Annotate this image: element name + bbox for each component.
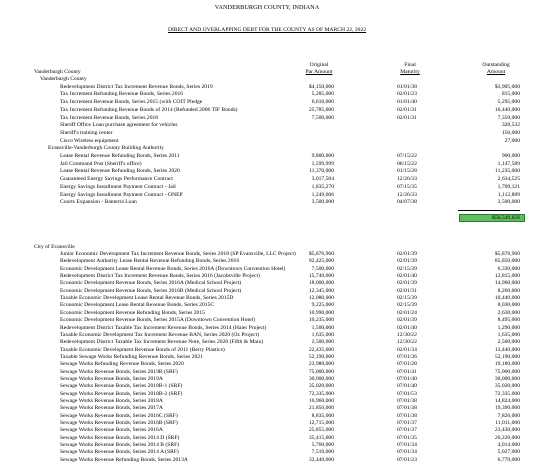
- row-outstanding-amount: 1,147,589: [497, 160, 520, 167]
- row-final-maturity: 01/15/28: [397, 168, 417, 175]
- row-description: Economic Development Revenue Bonds, Series 2015A (Downtown Convention Hotel): [60, 317, 255, 324]
- row-final-maturity: 07/01/36: [397, 353, 417, 360]
- row-final-maturity: 02/01/40: [397, 324, 417, 331]
- row-description: Economic Development Lease Rental Revenue Bonds, Series 2015C: [60, 302, 215, 309]
- row-description: Economic Development Revenue Bonds, Series 2016A (Medical School Project): [60, 280, 242, 287]
- row-description: Sewage Works Revenue Bonds, Series 2018B-1 (SRF): [60, 383, 183, 390]
- row-description: Taxable Economic Development Revenue Bonds of 2011 (Berry Plastics): [60, 346, 225, 353]
- row-description: Taxable Economic Development Tax Increment Revenue BAN, Series 2020 (Oz Project): [60, 331, 260, 338]
- row-description: Taxable Economic Development Lease Rental Revenue Bonds, Series 2015D: [60, 295, 234, 302]
- row-description: Redevelopment District Tax Increment Revenue Bonds, Series 2016 (Jacobsville Project): [60, 273, 260, 280]
- row-original-par: 5,760,000: [311, 442, 334, 449]
- row-final-maturity: 02/15/39: [397, 302, 417, 309]
- document-title: VANDERBURGH COUNTY, INDIANA: [214, 4, 320, 11]
- row-description: Redevelopment District Taxable Tax Increment Revenue Bonds, Series 2014 (Haier Project): [60, 324, 267, 331]
- row-outstanding-amount: 6,330,000: [497, 265, 520, 272]
- row-outstanding-amount: 35,020,000: [494, 383, 520, 390]
- row-final-maturity: 02/01/31: [397, 114, 417, 121]
- col-final-line1: Final: [404, 62, 416, 68]
- row-original-par: 16,960,000: [308, 398, 334, 404]
- row-final-maturity: 07/01/34: [397, 442, 417, 449]
- row-description: Sewage Works Revenue Bonds, Series 2017A: [60, 405, 163, 412]
- row-outstanding-amount: 4,014,000: [497, 442, 520, 449]
- row-description: Economic Development Lease Rental Revenue Bonds, Series 2016A (Downtown Convention Hotel): [60, 265, 286, 272]
- row-description: Sewage Works Revenue Bonds, Series 2016C (SRF): [60, 412, 178, 419]
- row-description: Sewage Works Revenue Refunding Bonds, Series 2013A: [60, 456, 188, 463]
- row-final-maturity: 12/30/22: [397, 331, 417, 338]
- row-outstanding-amount: $3,905,000: [494, 83, 520, 90]
- row-original-par: 92,425,000: [308, 258, 334, 265]
- row-outstanding-amount: 328,532: [501, 122, 520, 129]
- row-outstanding-amount: 30,000,000: [494, 375, 520, 382]
- row-description: Evansville-Vanderburgh County Building Authority: [48, 145, 164, 152]
- row-original-par: 25,855,000: [308, 427, 334, 434]
- row-final-maturity: 12/26/33: [397, 176, 417, 183]
- row-outstanding-amount: 8,260,000: [497, 287, 520, 294]
- row-original-par: 2,500,000: [311, 339, 334, 346]
- row-original-par: 7,510,000: [311, 449, 334, 456]
- row-original-par: 10,235,000: [308, 317, 334, 324]
- row-description: Sewage Works Revenue Bonds, Series 2014 A (SRF): [60, 449, 179, 456]
- row-description: Vanderburgh County: [40, 76, 87, 82]
- row-description: Sewage Works Revenue Bonds, Series 2014 D (SRF): [60, 434, 180, 441]
- row-final-maturity: 02/01/34: [397, 346, 417, 353]
- row-outstanding-amount: 23,430,000: [494, 427, 520, 434]
- row-original-par: 8,835,000: [311, 412, 334, 419]
- row-original-par: $5,876,960: [308, 251, 334, 257]
- row-description: Tax Increment Refunding Revenue Bonds, Series 2016: [60, 91, 184, 98]
- row-original-par: 7,500,000: [311, 114, 334, 121]
- row-description: Sheriff's training center: [60, 129, 113, 136]
- row-outstanding-amount: 11,235,000: [495, 168, 520, 175]
- row-original-par: 12,080,000: [308, 295, 334, 302]
- row-final-maturity: 06/15/22: [397, 160, 417, 167]
- row-description: Sewage Works Revenue Bonds, Series 2019B (SRF): [60, 368, 178, 375]
- row-final-maturity: 12/26/33: [397, 191, 417, 198]
- row-description: Sheriff Office Loan purchase agreement for vehicles: [60, 122, 178, 129]
- row-outstanding-amount: 13,440,000: [494, 346, 520, 353]
- row-description: Sewage Works Refunding Revenue Bonds, Series 2020: [60, 361, 184, 368]
- row-original-par: 1,835,270: [311, 183, 334, 190]
- row-outstanding-amount: 5,027,000: [497, 449, 520, 456]
- row-original-par: 35,415,000: [308, 434, 334, 441]
- row-final-maturity: 04/07/38: [397, 199, 417, 206]
- row-description: Jail Command Post (Sheriff's office): [60, 160, 142, 167]
- row-original-par: 9,225,000: [311, 302, 334, 309]
- row-final-maturity: 07/01/35: [397, 434, 417, 441]
- row-final-maturity: 02/01/39: [397, 258, 417, 265]
- row-description: Cisco Wireless equipment: [60, 137, 119, 144]
- row-description: Sewage Works Revenue Bonds, Series 2018B-2 (SRF): [60, 390, 183, 397]
- row-final-maturity: 02/01/39: [397, 280, 417, 287]
- row-original-par: 22,435,000: [308, 346, 334, 353]
- row-original-par: 10,990,000: [308, 309, 334, 316]
- row-outstanding-amount: 72,335,000: [494, 390, 520, 397]
- row-outstanding-amount: 2,630,000: [497, 309, 520, 316]
- total-rule: [458, 210, 520, 211]
- row-description: Sewage Works Revenue Bonds, Series 2016A: [60, 427, 163, 434]
- row-final-maturity: 07/01/28: [397, 361, 417, 368]
- row-outstanding-amount: 16,440,000: [494, 106, 520, 113]
- row-outstanding-amount: $5,876,960: [494, 251, 520, 257]
- row-original-par: 25,785,000: [308, 106, 334, 113]
- row-outstanding-amount: 1,709,121: [497, 183, 520, 190]
- row-description: Sewage Works Revenue Bonds, Series 2019A: [60, 375, 163, 382]
- row-outstanding-amount: 27,000: [504, 137, 520, 144]
- row-final-maturity: 02/01/23: [397, 91, 417, 98]
- row-outstanding-amount: 52,190,000: [494, 353, 520, 360]
- row-outstanding-amount: 14,960,000: [494, 280, 520, 287]
- table-row: [0, 198, 534, 206]
- row-final-maturity: 07/01/41: [397, 368, 417, 375]
- row-outstanding-amount: 8,030,000: [497, 302, 520, 309]
- row-description: Guaranteed Energy Savings Performance Contract: [60, 176, 173, 183]
- row-outstanding-amount: 8,495,000: [497, 317, 520, 324]
- row-final-maturity: 02/01/24: [397, 309, 417, 316]
- col-outstanding-line1: Outstanding: [482, 62, 510, 68]
- row-original-par: 1,635,000: [311, 331, 334, 338]
- row-original-par: 5,285,000: [311, 91, 334, 98]
- row-description: Redevelopment District Tax Increment Revenue Bonds, Series 2019: [60, 83, 213, 90]
- row-original-par: 7,500,000: [311, 265, 334, 272]
- row-original-par: 11,370,000: [309, 168, 334, 175]
- row-description: Economic Development Revenue Bonds, Series 2016B (Medical School Project): [60, 287, 242, 294]
- row-original-par: 12,715,000: [308, 420, 334, 427]
- row-final-maturity: 07/01/40: [397, 383, 417, 390]
- row-outstanding-amount: 7,350,000: [497, 114, 520, 121]
- table-row: [0, 456, 534, 464]
- row-final-maturity: 02/15/39: [397, 295, 417, 302]
- row-original-par: 75,000,000: [308, 368, 334, 375]
- row-final-maturity: 02/01/31: [397, 287, 417, 294]
- row-original-par: 23,980,000: [308, 361, 334, 368]
- row-original-par: $4,150,000: [308, 83, 334, 90]
- row-outstanding-amount: 2,634,525: [497, 176, 520, 183]
- city-heading: City of Evansville: [34, 244, 75, 250]
- county-total: $56,549,656: [492, 215, 520, 221]
- row-outstanding-amount: 1,112,889: [497, 191, 520, 198]
- row-final-maturity: 02/01/40: [397, 273, 417, 280]
- row-final-maturity: 01/01/40: [397, 99, 417, 106]
- row-original-par: 30,000,000: [308, 375, 334, 382]
- row-final-maturity: 07/01/37: [397, 420, 417, 427]
- row-original-par: 3,017,504: [311, 176, 334, 183]
- col-original-header: [296, 62, 342, 76]
- row-final-maturity: 12/30/22: [397, 339, 417, 346]
- row-description: Junior Economic Development Tax Increment Revenue Bonds, Series 2018 (SP Evansville, LLC Project): [60, 251, 296, 257]
- row-original-par: 52,190,000: [308, 353, 334, 360]
- row-outstanding-amount: 5,295,000: [497, 99, 520, 106]
- row-original-par: 15,740,000: [308, 273, 334, 280]
- row-outstanding-amount: 150,000: [501, 129, 520, 136]
- row-outstanding-amount: 7,826,000: [497, 412, 520, 419]
- row-outstanding-amount: 10,440,000: [494, 295, 520, 302]
- row-final-maturity: 07/01/23: [397, 456, 417, 463]
- col-final-header: [396, 62, 424, 76]
- row-description: Energy Savings Installment Payment Contract - Jail: [60, 183, 176, 190]
- row-final-maturity: 07/15/35: [397, 183, 417, 190]
- row-outstanding-amount: 75,000,000: [494, 368, 520, 375]
- row-outstanding-amount: 12,815,000: [494, 273, 520, 280]
- row-description: Redevelopment Authority Lease Rental Revenue Refunding Bonds, Series 2016: [60, 258, 240, 265]
- row-description: Tax Increment Refunding Revenue Bonds of 2014 (Refunded 2006 TIF Bonds): [60, 106, 238, 113]
- col-original-line2: Par Amount: [305, 69, 333, 75]
- col-original-line1: Original: [309, 62, 329, 68]
- col-outstanding-header: [472, 62, 520, 76]
- col-outstanding-line2: Amount: [486, 69, 506, 75]
- row-description: Courts Expansion - Banterra Loan: [60, 199, 137, 206]
- row-description: Energy Savings Installment Payment Contract - ONEP: [60, 191, 183, 198]
- row-outstanding-amount: 6,770,000: [497, 456, 520, 463]
- col-final-line2: Maturity: [400, 69, 420, 75]
- row-original-par: 6,610,000: [311, 99, 334, 106]
- row-final-maturity: 07/15/22: [397, 153, 417, 159]
- document-subtitle: DIRECT AND OVERLAPPING DEBT FOR THE COUNTY AS OF MARCH 22, 2022: [167, 27, 367, 33]
- row-final-maturity: 01/01/38: [397, 83, 417, 90]
- row-original-par: 72,335,000: [308, 390, 334, 397]
- row-description: Tax Increment Revenue Bonds, Series 2015 (with COIT Pledge: [60, 99, 203, 106]
- row-final-maturity: 07/01/38: [397, 398, 417, 404]
- row-outstanding-amount: 900,000: [501, 153, 520, 159]
- row-final-maturity: 07/01/38: [397, 405, 417, 412]
- row-description: Tax Increment Revenue Bonds, Series 2018: [60, 114, 159, 121]
- row-final-maturity: 07/01/34: [397, 449, 417, 456]
- row-final-maturity: 02/15/39: [397, 265, 417, 272]
- row-description: Sewage Works Revenue Bonds, Series 2014 B (SRF): [60, 442, 180, 449]
- row-outstanding-amount: 1,290,000: [497, 324, 520, 331]
- row-outstanding-amount: 26,220,000: [494, 434, 520, 441]
- row-original-par: 18,000,000: [308, 280, 334, 287]
- section-label: Vanderburgh County: [34, 69, 81, 75]
- row-outstanding-amount: 1,635,000: [497, 331, 520, 338]
- row-final-maturity: 02/01/39: [397, 251, 417, 257]
- row-outstanding-amount: 11,011,000: [495, 420, 520, 427]
- row-original-par: 32,440,000: [308, 456, 334, 463]
- row-final-maturity: 02/01/31: [397, 106, 417, 113]
- row-original-par: 12,345,000: [308, 287, 334, 294]
- row-description: Lease Rental Revenue Refunding Bonds, Series 2020: [60, 168, 180, 175]
- row-final-maturity: 07/01/40: [397, 375, 417, 382]
- row-outstanding-amount: 815,000: [501, 91, 520, 98]
- row-original-par: 3,500,000: [311, 199, 334, 206]
- row-original-par: 35,020,000: [308, 383, 334, 390]
- row-final-maturity: 07/01/53: [397, 390, 417, 397]
- row-outstanding-amount: 19,180,000: [494, 361, 520, 368]
- row-outstanding-amount: 3,500,000: [497, 199, 520, 206]
- row-outstanding-amount: 85,850,000: [494, 258, 520, 265]
- row-description: Redevelopment District Taxable Tax Increment Revenue Note, Series 2020 (Fifth & Main): [60, 339, 264, 346]
- row-description: Sewage Works Revenue Bonds, Series 2018A: [60, 398, 163, 404]
- row-final-maturity: 07/01/37: [397, 427, 417, 434]
- row-outstanding-amount: 19,390,000: [494, 405, 520, 412]
- row-final-maturity: 07/01/38: [397, 412, 417, 419]
- row-description: Sewage Works Revenue Bonds, Series 2016B (SRF): [60, 420, 178, 427]
- row-description: Lease Rental Revenue Refunding Bonds, Series 2011: [60, 153, 180, 159]
- row-original-par: 9,800,000: [311, 153, 334, 159]
- row-original-par: 1,599,999: [311, 160, 334, 167]
- row-original-par: 21,850,000: [308, 405, 334, 412]
- row-outstanding-amount: 2,500,000: [497, 339, 520, 346]
- row-description: Taxable Sewage Works Refunding Revenue Bonds, Series 2021: [60, 353, 203, 360]
- row-description: Economic Development Revenue Refunding Bonds, Series 2015: [60, 309, 205, 316]
- row-original-par: 1,500,000: [311, 324, 334, 331]
- row-original-par: 1,249,606: [311, 191, 334, 198]
- row-outstanding-amount: 14,824,000: [494, 398, 520, 404]
- row-final-maturity: 02/01/39: [397, 317, 417, 324]
